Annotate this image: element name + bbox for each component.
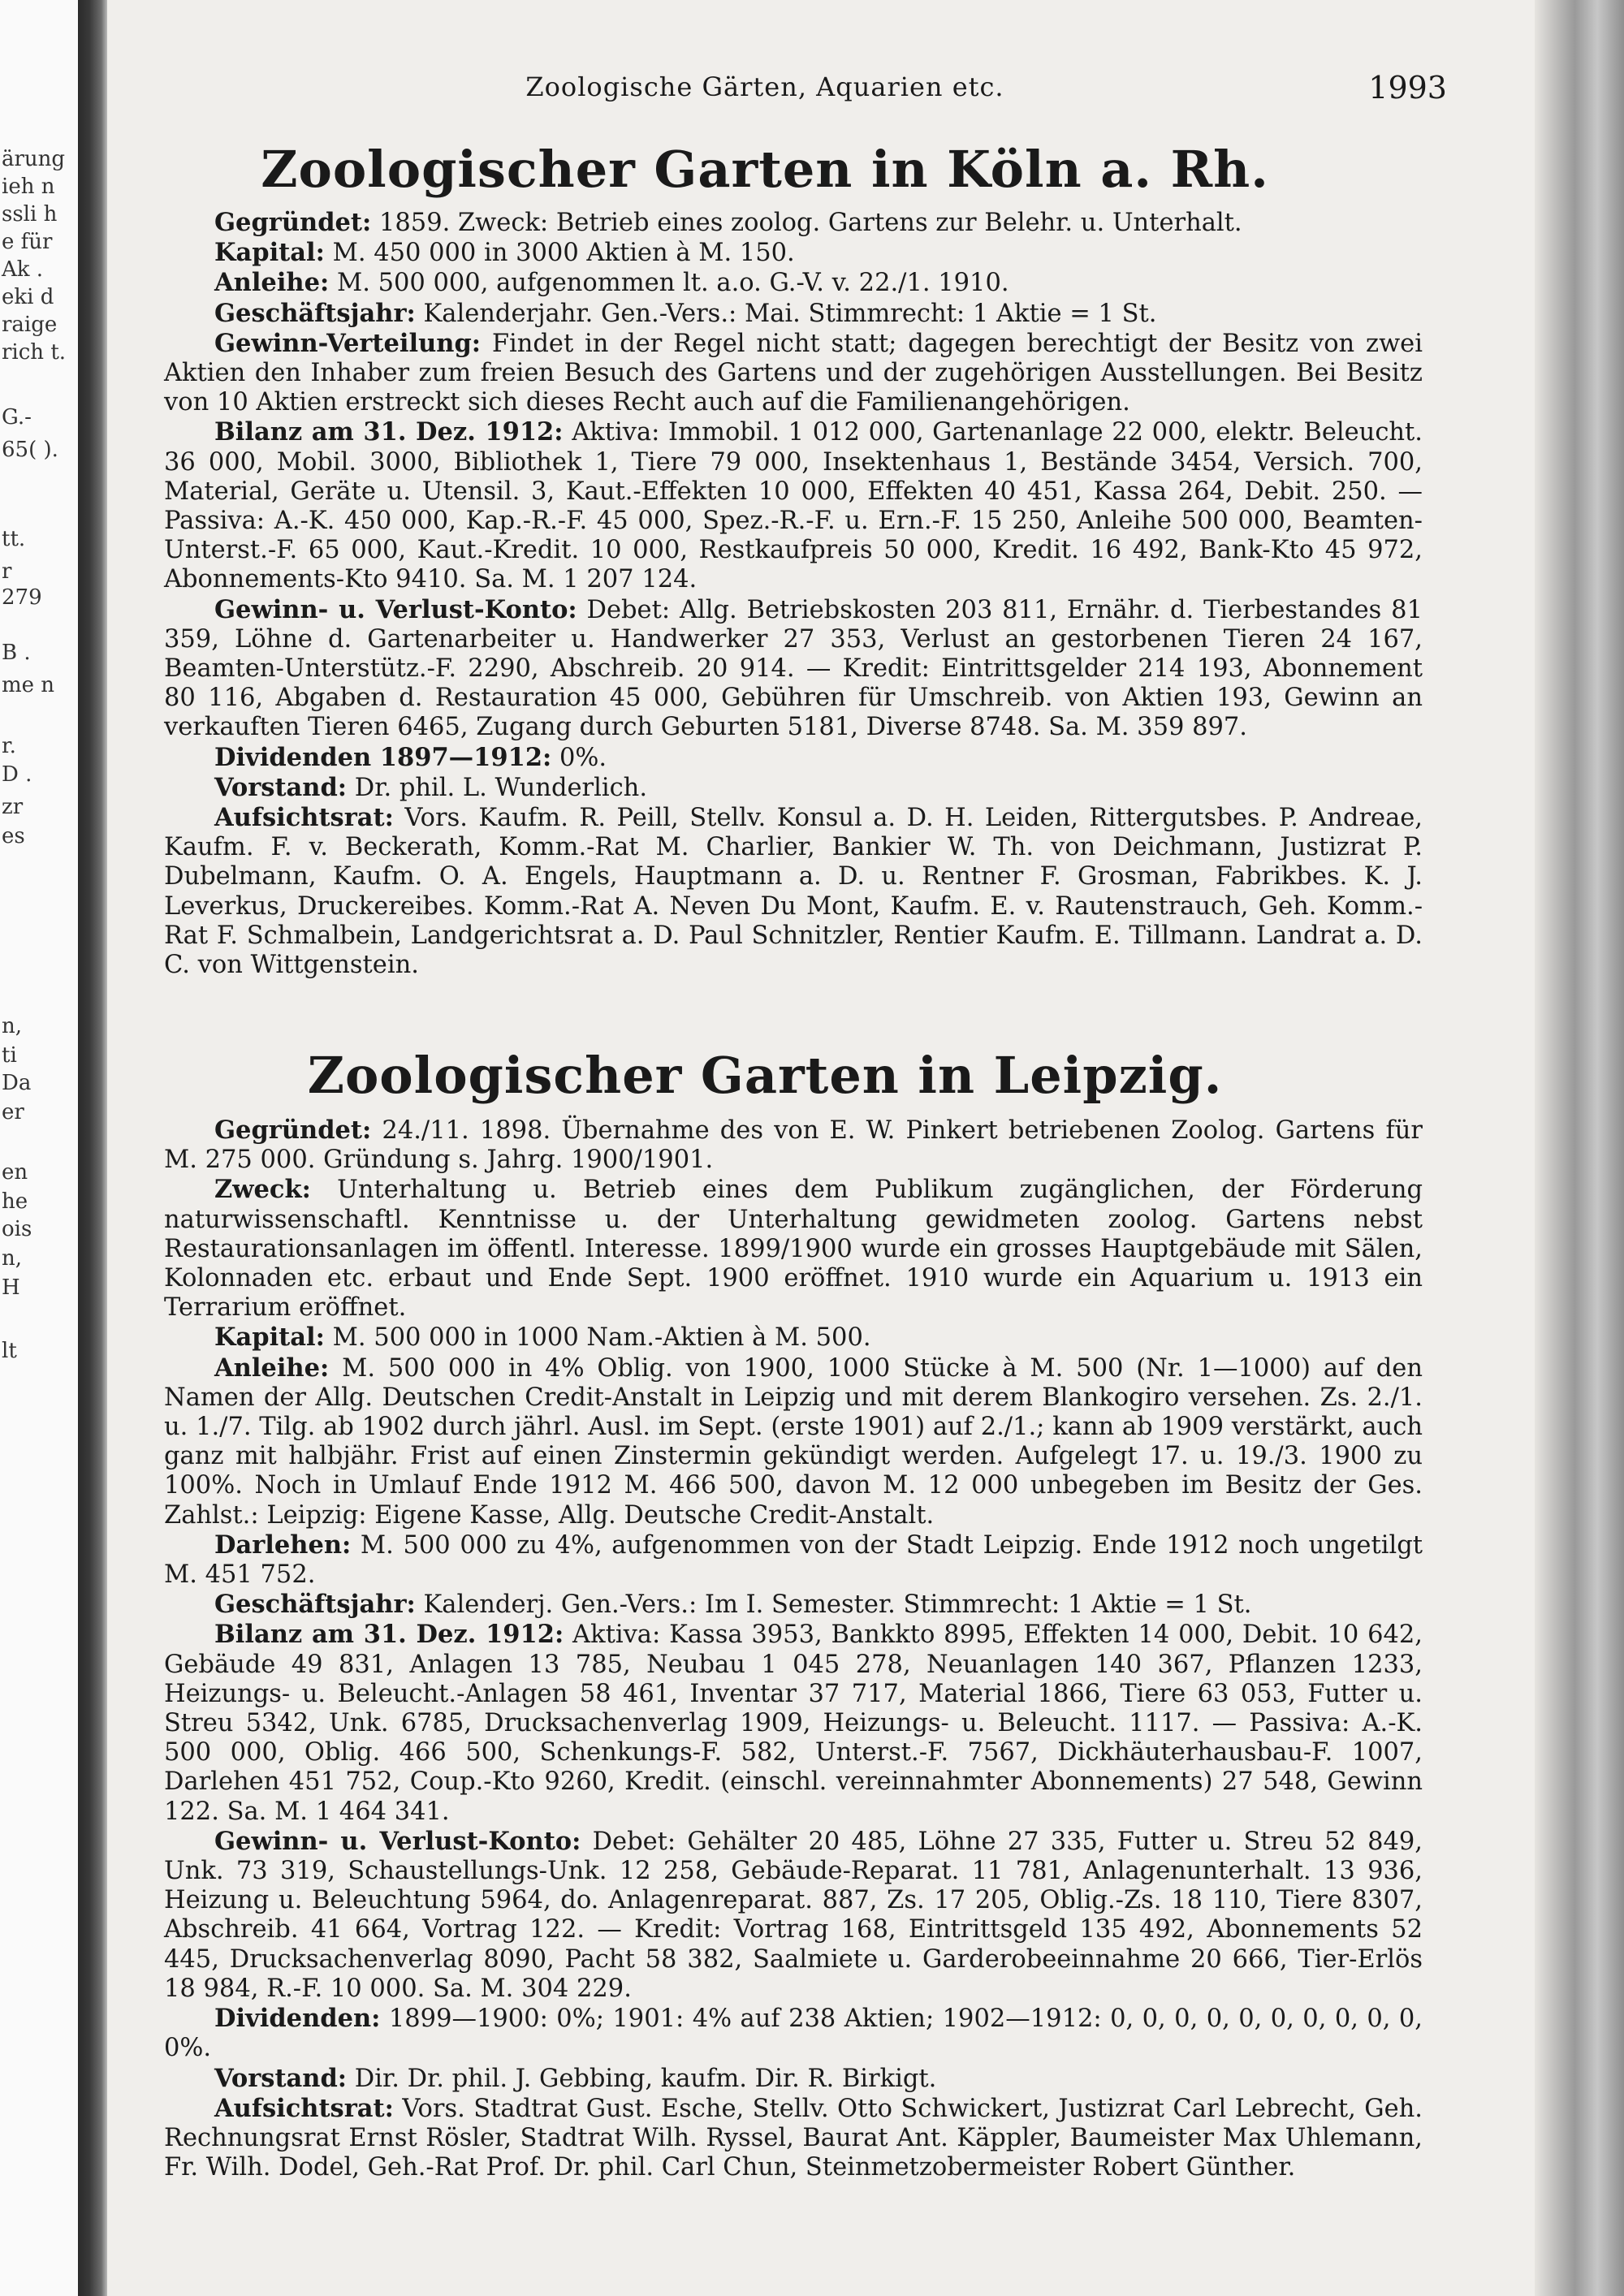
entry xyxy=(164,1353,1423,1530)
entry-label: Zweck: xyxy=(214,1175,311,1205)
margin-fragment: ssli h xyxy=(2,202,58,227)
margin-fragment: zr xyxy=(2,795,24,819)
entry xyxy=(164,329,1423,418)
section-body-koeln xyxy=(164,208,1423,980)
entry-text: M. 500 000 in 1000 Nam.-Aktien à M. 500. xyxy=(324,1323,871,1353)
entry xyxy=(164,238,1423,268)
entry xyxy=(164,1590,1423,1620)
margin-fragment: D . xyxy=(2,762,32,787)
entry-label: Kapital: xyxy=(214,1323,325,1353)
entry-text: M. 500 000 in 4% Oblig. von 1900, 1000 Stücke à M. 500 (Nr. 1—1000) auf den Namen der Allg. Deutschen Credit-Anstalt in Leipzig und mit derem Blankogiro versehen. Zs. 2./1. u. 1./7. Tilg. ab 1902 durch jährl. Ausl. im Sept. (erste 1901) auf 2./1.; kann ab 1909 verstärkt, auch ganz mit halbjähr. Frist auf einen Zinstermin gekündigt werden. Aufgelegt 17. u. 19./3. 1900 zu 100%. Noch in Umlauf Ende 1912 M. 466 500, davon M. 12 000 unbegeben im Besitz der Ges. Zahlst.: Leipzig: Eigene Kasse, Allg. Deutsche Credit-Anstalt. xyxy=(164,1353,1423,1530)
margin-fragment: Ak . xyxy=(2,257,44,282)
entry-label: Gegründet: xyxy=(214,1116,372,1145)
entry-text: Findet in der Regel nicht statt; dagegen berechtigt der Besitz von zwei Aktien den Inhaber zum freien Besuch des Gartens und der zugehörigen Ausstellungen. Bei Besitz von 10 Aktien erstreckt sich dieses Recht auch auf die Familienangehörigen. xyxy=(164,329,1423,417)
entry-text: Debet: Allg. Betriebskosten 203 811, Ernähr. d. Tierbestandes 81 359, Löhne d. Gartenarbeiter u. Handwerker 27 353, Verlust an gestorbenen Tieren 24 167, Beamten-Unterstütz.-F. 2290, Abschreib. 20 914. — Kredit: Eintrittsgelder 214 193, Abonnement 80 116, Abgaben d. Restauration 45 000, Gebühren für Umschreib. von Aktien 193, Gewinn an verkauften Tieren 6465, Zugang durch Geburten 5181, Diverse 8748. Sa. M. 359 897. xyxy=(164,595,1423,742)
margin-fragment: tt. xyxy=(2,527,26,551)
entry xyxy=(164,2004,1423,2063)
entry xyxy=(164,208,1423,238)
entry-label: Dividenden 1897—1912: xyxy=(214,742,552,772)
margin-fragment: Da xyxy=(2,1071,32,1095)
margin-fragment: he xyxy=(2,1189,28,1214)
entry-label: Kapital: xyxy=(214,238,325,268)
entry-text: 1899—1900: 0%; 1901: 4% auf 238 Aktien; 1902—1912: 0, 0, 0, 0, 0, 0, 0, 0, 0, 0, 0%. xyxy=(164,2005,1423,2063)
entry-label: Aufsichtsrat: xyxy=(214,2093,394,2123)
margin-fragment: me n xyxy=(2,673,55,697)
section-title-leipzig: Zoologischer Garten in Leipzig. xyxy=(307,1046,1223,1105)
margin-fragment: n, xyxy=(2,1246,23,1271)
margin-fragment: ti xyxy=(2,1043,17,1068)
entry-label: Gewinn- u. Verlust-Konto: xyxy=(214,594,577,624)
page-number: 1993 xyxy=(1368,70,1447,106)
margin-fragment: es xyxy=(2,824,25,848)
entry-text: Kalenderjahr. Gen.-Vers.: Mai. Stimmrecht: 1 Aktie = 1 St. xyxy=(415,299,1157,328)
entry-label: Aufsichtsrat: xyxy=(214,803,394,833)
adjacent-page-strip xyxy=(0,0,78,2296)
entry-text: Vors. Stadtrat Gust. Esche, Stellv. Otto Schwickert, Justizrat Carl Lebrecht, Geh. Rechnungsrat Ernst Rösler, Stadtrat Wilh. Ryssel, Baurat Ant. Käppler, Baumeister Max Uhlemann, Fr. Wilh. Dodel, Geh.-Rat Prof. Dr. phil. Carl Chun, Steinmetzobermeister Robert Günther. xyxy=(164,2094,1423,2182)
entry-text: 1859. Zweck: Betrieb eines zoolog. Gartens zur Belehr. u. Unterhalt. xyxy=(371,209,1242,237)
margin-fragment: ieh n xyxy=(2,175,55,199)
entry-text: M. 500 000, aufgenommen lt. a.o. G.-V. v. 22./1. 1910. xyxy=(329,269,1009,298)
running-head: Zoologische Gärten, Aquarien etc. xyxy=(525,71,1004,102)
margin-fragment: raige xyxy=(2,313,58,337)
margin-fragment: en xyxy=(2,1160,28,1185)
entry xyxy=(164,417,1423,594)
entry xyxy=(164,743,1423,773)
entry-label: Anleihe: xyxy=(214,1353,330,1383)
entry xyxy=(164,595,1423,743)
entry-text: 0%. xyxy=(551,743,607,772)
page xyxy=(107,0,1535,2296)
margin-fragment: 65( ). xyxy=(2,438,58,462)
entry xyxy=(164,1116,1423,1175)
entry-text: M. 500 000 zu 4%, aufgenommen von der Stadt Leipzig. Ende 1912 noch ungetilgt M. 451 752. xyxy=(164,1530,1423,1590)
margin-fragment: G.- xyxy=(2,405,32,429)
entry xyxy=(164,268,1423,298)
entry-text: 24./11. 1898. Übernahme des von E. W. Pinkert betriebenen Zoolog. Gartens für M. 275 000. Gründung s. Jahrg. 1900/1901. xyxy=(164,1116,1423,1175)
entry-label: Anleihe: xyxy=(214,268,330,298)
entry xyxy=(164,773,1423,803)
entry xyxy=(164,1175,1423,1323)
entry-text: Dir. Dr. phil. J. Gebbing, kaufm. Dir. R. Birkigt. xyxy=(347,2064,937,2093)
margin-fragment: B . xyxy=(2,641,31,665)
entry xyxy=(164,1530,1423,1590)
entry-label: Gewinn- u. Verlust-Konto: xyxy=(214,1826,581,1856)
entry-text: Unterhaltung u. Betrieb eines dem Publikum zugänglichen, der Förderung naturwissenschaftl. Kenntnisse u. der Unterhaltung gewidmeten zoolog. Gartens nebst Restaurationsanlagen im öffentl. Interesse. 1899/1900 wurde ein grosses Hauptgebäude mit Sälen, Kolonnaden etc. erbaut und Ende Sept. 1900 eröffnet. 1910 wurde ein Aquarium u. 1913 ein Terrarium eröffnet. xyxy=(164,1176,1423,1323)
section-body-leipzig xyxy=(164,1116,1423,2182)
margin-fragment: 279 xyxy=(2,585,42,610)
entry-text: Debet: Gehälter 20 485, Löhne 27 335, Futter u. Streu 52 849, Unk. 73 319, Schaustellungs-Unk. 12 258, Gebäude-Reparat. 11 781, Anlagenunterhalt. 13 936, Heizung u. Beleuchtung 5964, do. Anlagenreparat. 887, Zs. 17 205, Oblig.-Zs. 18 110, Tiere 8307, Abschreib. 41 664, Vortrag 122. — Kredit: Vortrag 168, Eintrittsgeld 135 492, Abonnements 52 445, Drucksachenverlag 8090, Pacht 58 382, Saalmiete u. Garderobeeinnahme 20 666, Tier-Erlös 18 984, R.-F. 10 000. Sa. M. 304 229. xyxy=(164,1827,1423,2003)
entry xyxy=(164,803,1423,980)
entry-label: Gewinn-Verteilung: xyxy=(214,328,482,358)
margin-fragment: rich t. xyxy=(2,340,67,365)
entry-label: Geschäftsjahr: xyxy=(214,298,416,328)
margin-fragment: r xyxy=(2,559,12,584)
entry xyxy=(164,2094,1423,2183)
entry-text: Aktiva: Immobil. 1 012 000, Gartenanlage 22 000, elektr. Beleucht. 36 000, Mobil. 3000, Bibliothek 1, Tiere 79 000, Insektenhaus 1, Bestände 3454, Versich. 700, Material, Geräte u. Utensil. 3, Kaut.-Effekten 10 000, Effekten 40 451, Kassa 264, Debit. 250. — Passiva: A.-K. 450 000, Kap.-R.-F. 45 000, Spez.-R.-F. u. Ern.-F. 15 250, Anleihe 500 000, Beamten-Unterst.-F. 65 000, Kaut.-Kredit. 10 000, Restkaufpreis 50 000, Kredit. 16 492, Bank-Kto 45 972, Abonnements-Kto 9410. Sa. M. 1 207 124. xyxy=(164,418,1423,594)
entry-label: Bilanz am 31. Dez. 1912: xyxy=(214,1620,564,1650)
entry-text: Kalenderj. Gen.-Vers.: Im I. Semester. Stimmrecht: 1 Aktie = 1 St. xyxy=(415,1590,1252,1620)
entry-label: Vorstand: xyxy=(214,2063,348,2093)
entry-label: Geschäftsjahr: xyxy=(214,1590,416,1620)
margin-fragment: ärung xyxy=(2,147,66,171)
entry-label: Bilanz am 31. Dez. 1912: xyxy=(214,417,564,447)
entry-label: Darlehen: xyxy=(214,1530,352,1560)
margin-fragment: r. xyxy=(2,734,16,758)
margin-fragment: H xyxy=(2,1275,20,1300)
section-title-koeln: Zoologischer Garten in Köln a. Rh. xyxy=(261,140,1269,199)
margin-fragment: eki d xyxy=(2,285,54,309)
entry-label: Dividenden: xyxy=(214,2004,381,2034)
page-edge xyxy=(1535,0,1624,2296)
entry-label: Gegründet: xyxy=(214,208,372,237)
margin-fragment: ois xyxy=(2,1217,32,1241)
entry-text: M. 450 000 in 3000 Aktien à M. 150. xyxy=(324,239,795,268)
margin-fragment: er xyxy=(2,1100,24,1124)
entry xyxy=(164,299,1423,329)
entry xyxy=(164,1827,1423,2004)
entry xyxy=(164,1323,1423,1353)
entry-text: Aktiva: Kassa 3953, Bankkto 8995, Effekten 14 000, Debit. 10 642, Gebäude 49 831, Anlagen 13 785, Neubau 1 045 278, Neuanlagen 140 367, Pflanzen 1233, Heizungs- u. Beleucht.-Anlagen 58 461, Inventar 37 717, Material 1866, Tiere 63 053, Futter u. Streu 5342, Unk. 6785, Drucksachenverlag 1909, Heizungs- u. Beleucht. 1117. — Passiva: A.-K. 500 000, Oblig. 466 500, Schenkungs-F. 582, Unterst.-F. 7567, Dickhäuterhausbau-F. 1007, Darlehen 451 752, Coup.-Kto 9260, Kredit. (einschl. vereinnahmter Abonnements) 27 548, Gewinn 122. Sa. M. 1 464 341. xyxy=(164,1621,1423,1826)
book-gutter xyxy=(78,0,107,2296)
entry-text: Dr. phil. L. Wunderlich. xyxy=(347,773,648,802)
entry-label: Vorstand: xyxy=(214,772,348,802)
entry xyxy=(164,2064,1423,2094)
margin-fragment: n, xyxy=(2,1014,23,1038)
entry xyxy=(164,1620,1423,1826)
margin-fragment: lt xyxy=(2,1339,17,1363)
entry-text: Vors. Kaufm. R. Peill, Stellv. Konsul a. D. H. Leiden, Rittergutsbes. P. Andreae, Kaufm. F. v. Beckerath, Komm.-Rat M. Charlier, Bankier W. Th. von Deichmann, Justizrat P. Dubelmann, Kaufm. O. A. Engels, Hauptmann a. D. u. Rentner F. Grosman, Fabrikbes. K. J. Leverkus, Druckereibes. Komm.-Rat A. Neven Du Mont, Kaufm. E. v. Rautenstrauch, Geh. Komm.-Rat F. Schmalbein, Landgerichtsrat a. D. Paul Schnitzler, Rentier Kaufm. E. Tillmann. Landrat a. D. C. von Wittgenstein. xyxy=(164,804,1423,980)
margin-fragment: e für xyxy=(2,230,53,254)
